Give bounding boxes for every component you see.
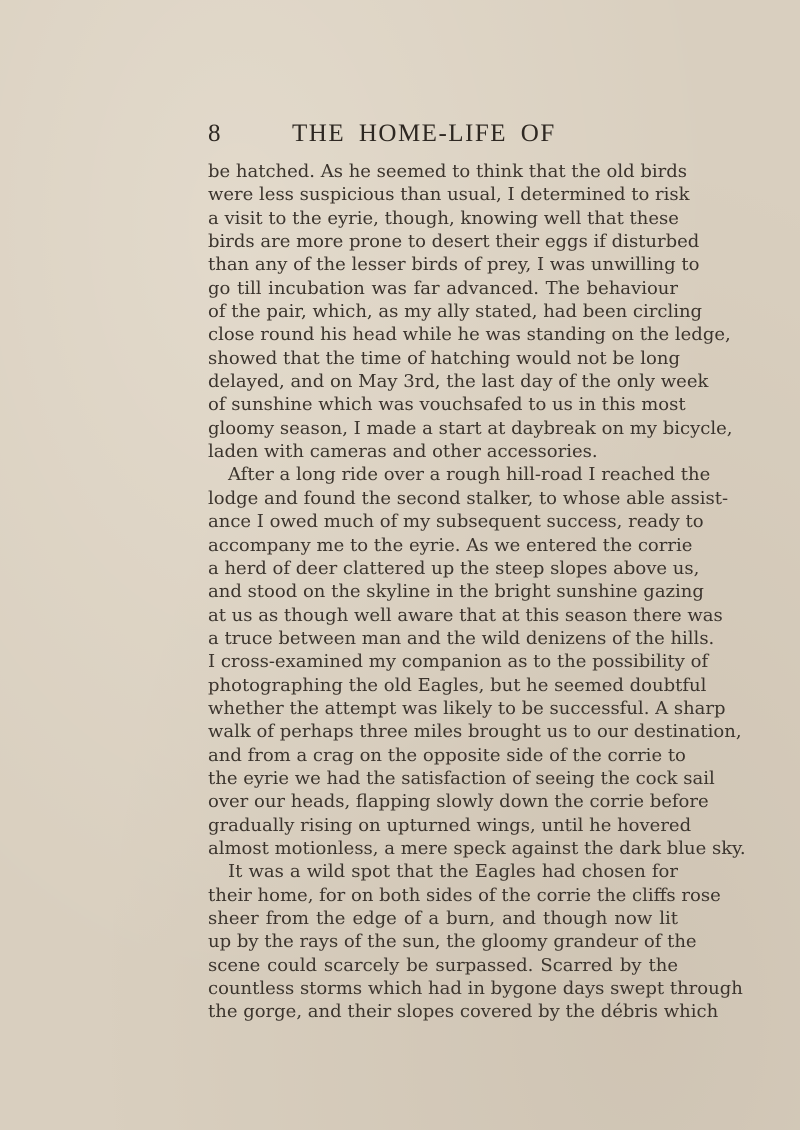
- running-title: THE HOME-LIFE OF: [292, 120, 556, 147]
- text-line: ance I owed much of my subsequent success, ready to: [208, 511, 704, 533]
- body-text: [208, 160, 746, 1024]
- paragraph-start-line: After a long ride over a rough hill-road I reached the: [228, 464, 711, 486]
- text-line: the gorge, and their slopes covered by the débris which: [208, 1001, 719, 1023]
- text-line: laden with cameras and other accessories.: [208, 441, 598, 463]
- text-line: whether the attempt was likely to be successful. A sharp: [208, 697, 726, 719]
- running-head: [208, 120, 688, 156]
- text-line: a visit to the eyrie, though, knowing well that these: [208, 207, 679, 229]
- text-line: gradually rising on upturned wings, until he hovered: [208, 814, 692, 836]
- text-line: sheer from the edge of a burn, and though now lit: [208, 908, 678, 929]
- text-line: their home, for on both sides of the corrie the cliffs rose: [208, 884, 721, 906]
- text-line: the eyrie we had the satisfaction of seeing the cock sail: [208, 767, 715, 789]
- text-line: were less suspicious than usual, I determined to risk: [208, 184, 690, 206]
- text-line: almost motionless, a mere speck against the dark blue sky.: [208, 837, 746, 859]
- text-line: walk of perhaps three miles brought us to our destination,: [208, 721, 742, 743]
- text-line: go till incubation was far advanced. The behaviour: [208, 277, 678, 299]
- text-line: over our heads, flapping slowly down the corrie before: [208, 791, 709, 813]
- page-number: 8: [208, 120, 222, 147]
- text-line: a truce between man and the wild denizens of the hills.: [208, 627, 715, 649]
- text-line: of the pair, which, as my ally stated, had been circling: [208, 301, 703, 323]
- text-line: showed that the time of hatching would not be long: [208, 347, 680, 369]
- text-line: up by the rays of the sun, the gloomy grandeur of the: [208, 931, 697, 953]
- text-line: delayed, and on May 3rd, the last day of the only week: [208, 371, 709, 393]
- text-line: be hatched. As he seemed to think that the old birds: [208, 161, 687, 182]
- text-line: and stood on the skyline in the bright sunshine gazing: [208, 581, 704, 603]
- text-line: gloomy season, I made a start at daybreak on my bicycle,: [208, 417, 733, 439]
- text-line: and from a crag on the opposite side of the corrie to: [208, 744, 686, 766]
- text-line: accompany me to the eyrie. As we entered the corrie: [208, 534, 693, 556]
- text-line: a herd of deer clattered up the steep slopes above us,: [208, 557, 700, 579]
- text-line: birds are more prone to desert their eggs if disturbed: [208, 231, 700, 253]
- text-line: lodge and found the second stalker, to whose able assist-: [208, 487, 729, 509]
- text-line: countless storms which had in bygone days swept through: [208, 978, 743, 1000]
- paragraph-start-line: It was a wild spot that the Eagles had chosen for: [228, 861, 678, 883]
- text-line: scene could scarcely be surpassed. Scarred by the: [208, 954, 678, 976]
- text-line: at us as though well aware that at this season there was: [208, 604, 723, 626]
- text-line: close round his head while he was standing on the ledge,: [208, 324, 731, 346]
- text-line: than any of the lesser birds of prey, I was unwilling to: [208, 254, 700, 276]
- text-line: I cross-examined my companion as to the possibility of: [208, 651, 709, 673]
- text-line: of sunshine which was vouchsafed to us in this most: [208, 394, 686, 416]
- text-line: photographing the old Eagles, but he seemed doubtful: [208, 674, 707, 696]
